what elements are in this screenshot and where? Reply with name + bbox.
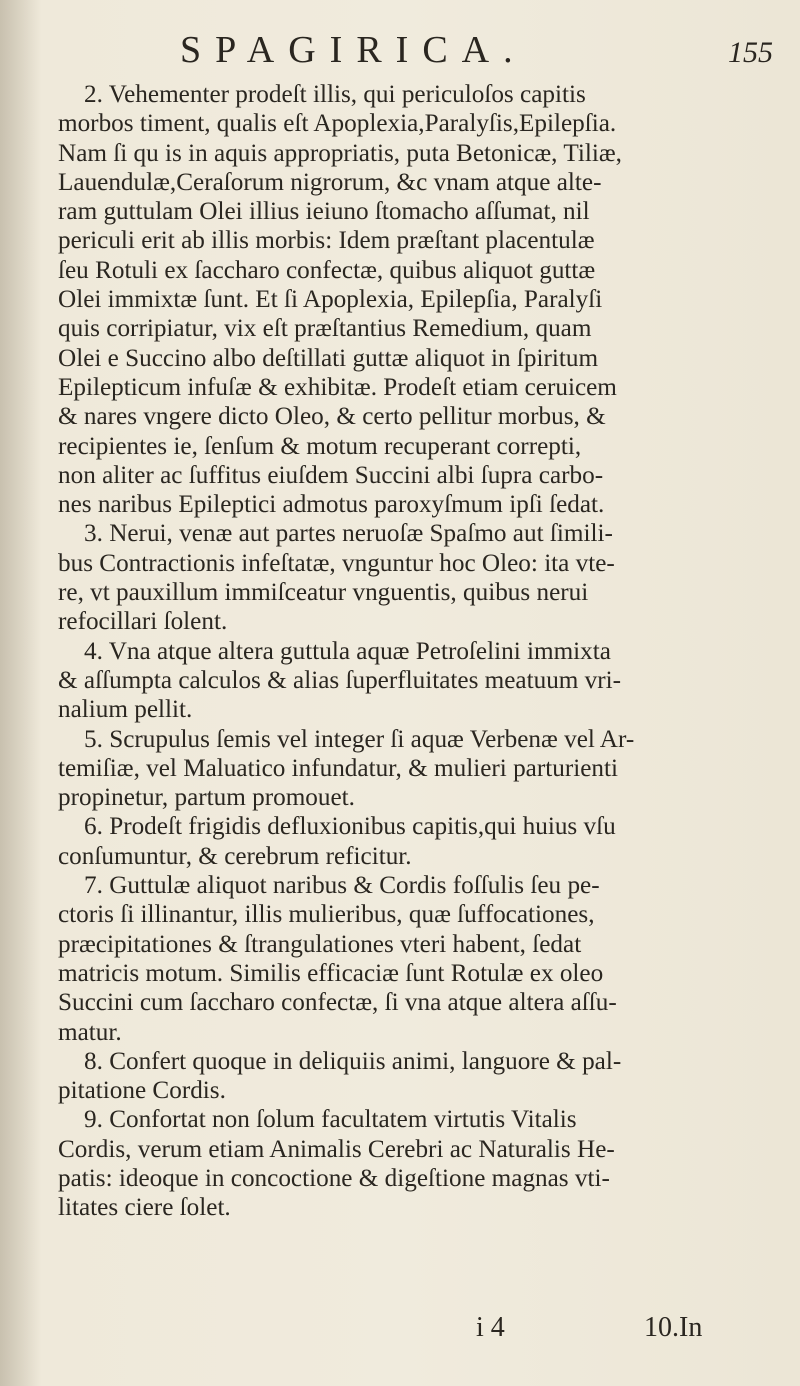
text-line: 7. Guttulæ aliquot naribus & Cordis foſſulis ſeu pe- [84,872,600,900]
text-line: litates ciere ſolet. [58,1194,231,1222]
text-line: & nares vngere dicto Oleo, & certo pellitur morbus, & [58,403,606,431]
text-line: bus Contractionis infeſtatæ, vnguntur hoc Oleo: ita vte- [58,549,615,577]
text-line: Succini cum ſaccharo confectæ, ſi vna atque altera aſſu- [58,989,617,1017]
text-line: 5. Scrupulus ſemis vel integer ſi aquæ Verbenæ vel Ar- [84,725,635,753]
page-number: 155 [728,36,773,69]
text-line: pitatione Cordis. [58,1077,226,1105]
paragraph [58,1105,770,1222]
text-line: ſeu Rotuli ex ſaccharo confectæ, quibus aliquot guttæ [58,256,596,284]
text-line: Lauendulæ,Ceraſorum nigrorum, &c vnam atque alte- [58,168,602,196]
signature-mark: i 4 [476,1312,505,1343]
text-line: Olei immixtæ ſunt. Et ſi Apoplexia, Epilepſia, Paralyſi [58,286,603,314]
text-line: 9. Confortat non ſolum facultatem virtutis Vitalis [84,1106,577,1134]
text-line: periculi erit ab illis morbis: Idem præſtant placentulæ [58,227,595,255]
text-line: propinetur, partum promouet. [58,784,355,812]
page-gutter-shadow [0,0,42,1386]
text-line: ram guttulam Olei illius ieiuno ſtomacho aſſumat, nil [58,198,590,226]
text-line: ctoris ſi illinantur, illis mulieribus, quæ ſuffocationes, [58,901,595,929]
text-line: 3. Nerui, venæ aut partes neruoſæ Spaſmo aut ſimili- [84,520,613,548]
catchword: 10.In [644,1312,703,1343]
text-line: matricis motum. Similis efficaciæ ſunt Rotulæ ex oleo [58,959,604,987]
text-line: recipientes ie, ſenſum & motum recuperant correpti, [58,432,582,460]
text-line: Cordis, verum etiam Animalis Cerebri ac Naturalis He- [58,1135,615,1163]
paragraph [58,519,770,636]
text-line: nes naribus Epileptici admotus paroxyſmum ipſi ſedat. [58,491,605,519]
paragraph [58,812,770,871]
running-title: SPAGIRICA. [180,29,527,71]
text-line: Epilepticum infuſæ & exhibitæ. Prodeſt etiam ceruicem [58,373,617,401]
page-footer [0,1312,800,1352]
paragraph [58,725,770,813]
text-line: 6. Prodeſt frigidis defluxionibus capitis,qui huius vſu [84,813,616,841]
text-line: 4. Vna atque altera guttula aquæ Petroſelini immixta [84,637,611,665]
text-line: re, vt pauxillum immiſceatur vnguentis, quibus nerui [58,579,589,607]
text-line: temiſiæ, vel Maluatico infundatur, & mulieri parturienti [58,754,618,782]
text-line: 2. Vehementer prodeſt illis, qui periculoſos capitis [84,81,586,108]
paragraph [58,637,770,725]
text-line: nalium pellit. [58,696,193,724]
page-header [0,28,800,78]
text-line: 8. Confert quoque in deliquiis animi, languore & pal- [84,1047,622,1075]
paragraph [58,871,770,1047]
text-line: præcipitationes & ſtrangulationes vteri habent, ſedat [58,930,582,958]
text-line: matur. [58,1018,122,1046]
text-line: patis: ideoque in concoctione & digeſtione magnas vti- [58,1164,610,1192]
text-line: Nam ſi qu is in aquis appropriatis, puta Betonicæ, Tiliæ, [58,139,622,167]
text-line: refocillari ſolent. [58,608,228,636]
text-line: quis corripiatur, vix eſt præſtantius Remedium, quam [58,315,592,343]
body-text [58,80,770,1223]
text-line: & aſſumpta calculos & alias ſuperfluitates meatuum vri- [58,666,622,694]
paragraph [58,1047,770,1106]
text-line: Olei e Succino albo deſtillati guttæ aliquot in ſpiritum [58,344,599,372]
text-line: non aliter ac ſuffitus eiuſdem Succini albi ſupra carbo- [58,461,604,489]
text-line: conſumuntur, & cerebrum reficitur. [58,842,412,870]
text-line: morbos timent, qualis eſt Apoplexia,Paralyſis,Epilepſia. [58,110,617,138]
paragraph [58,80,770,519]
